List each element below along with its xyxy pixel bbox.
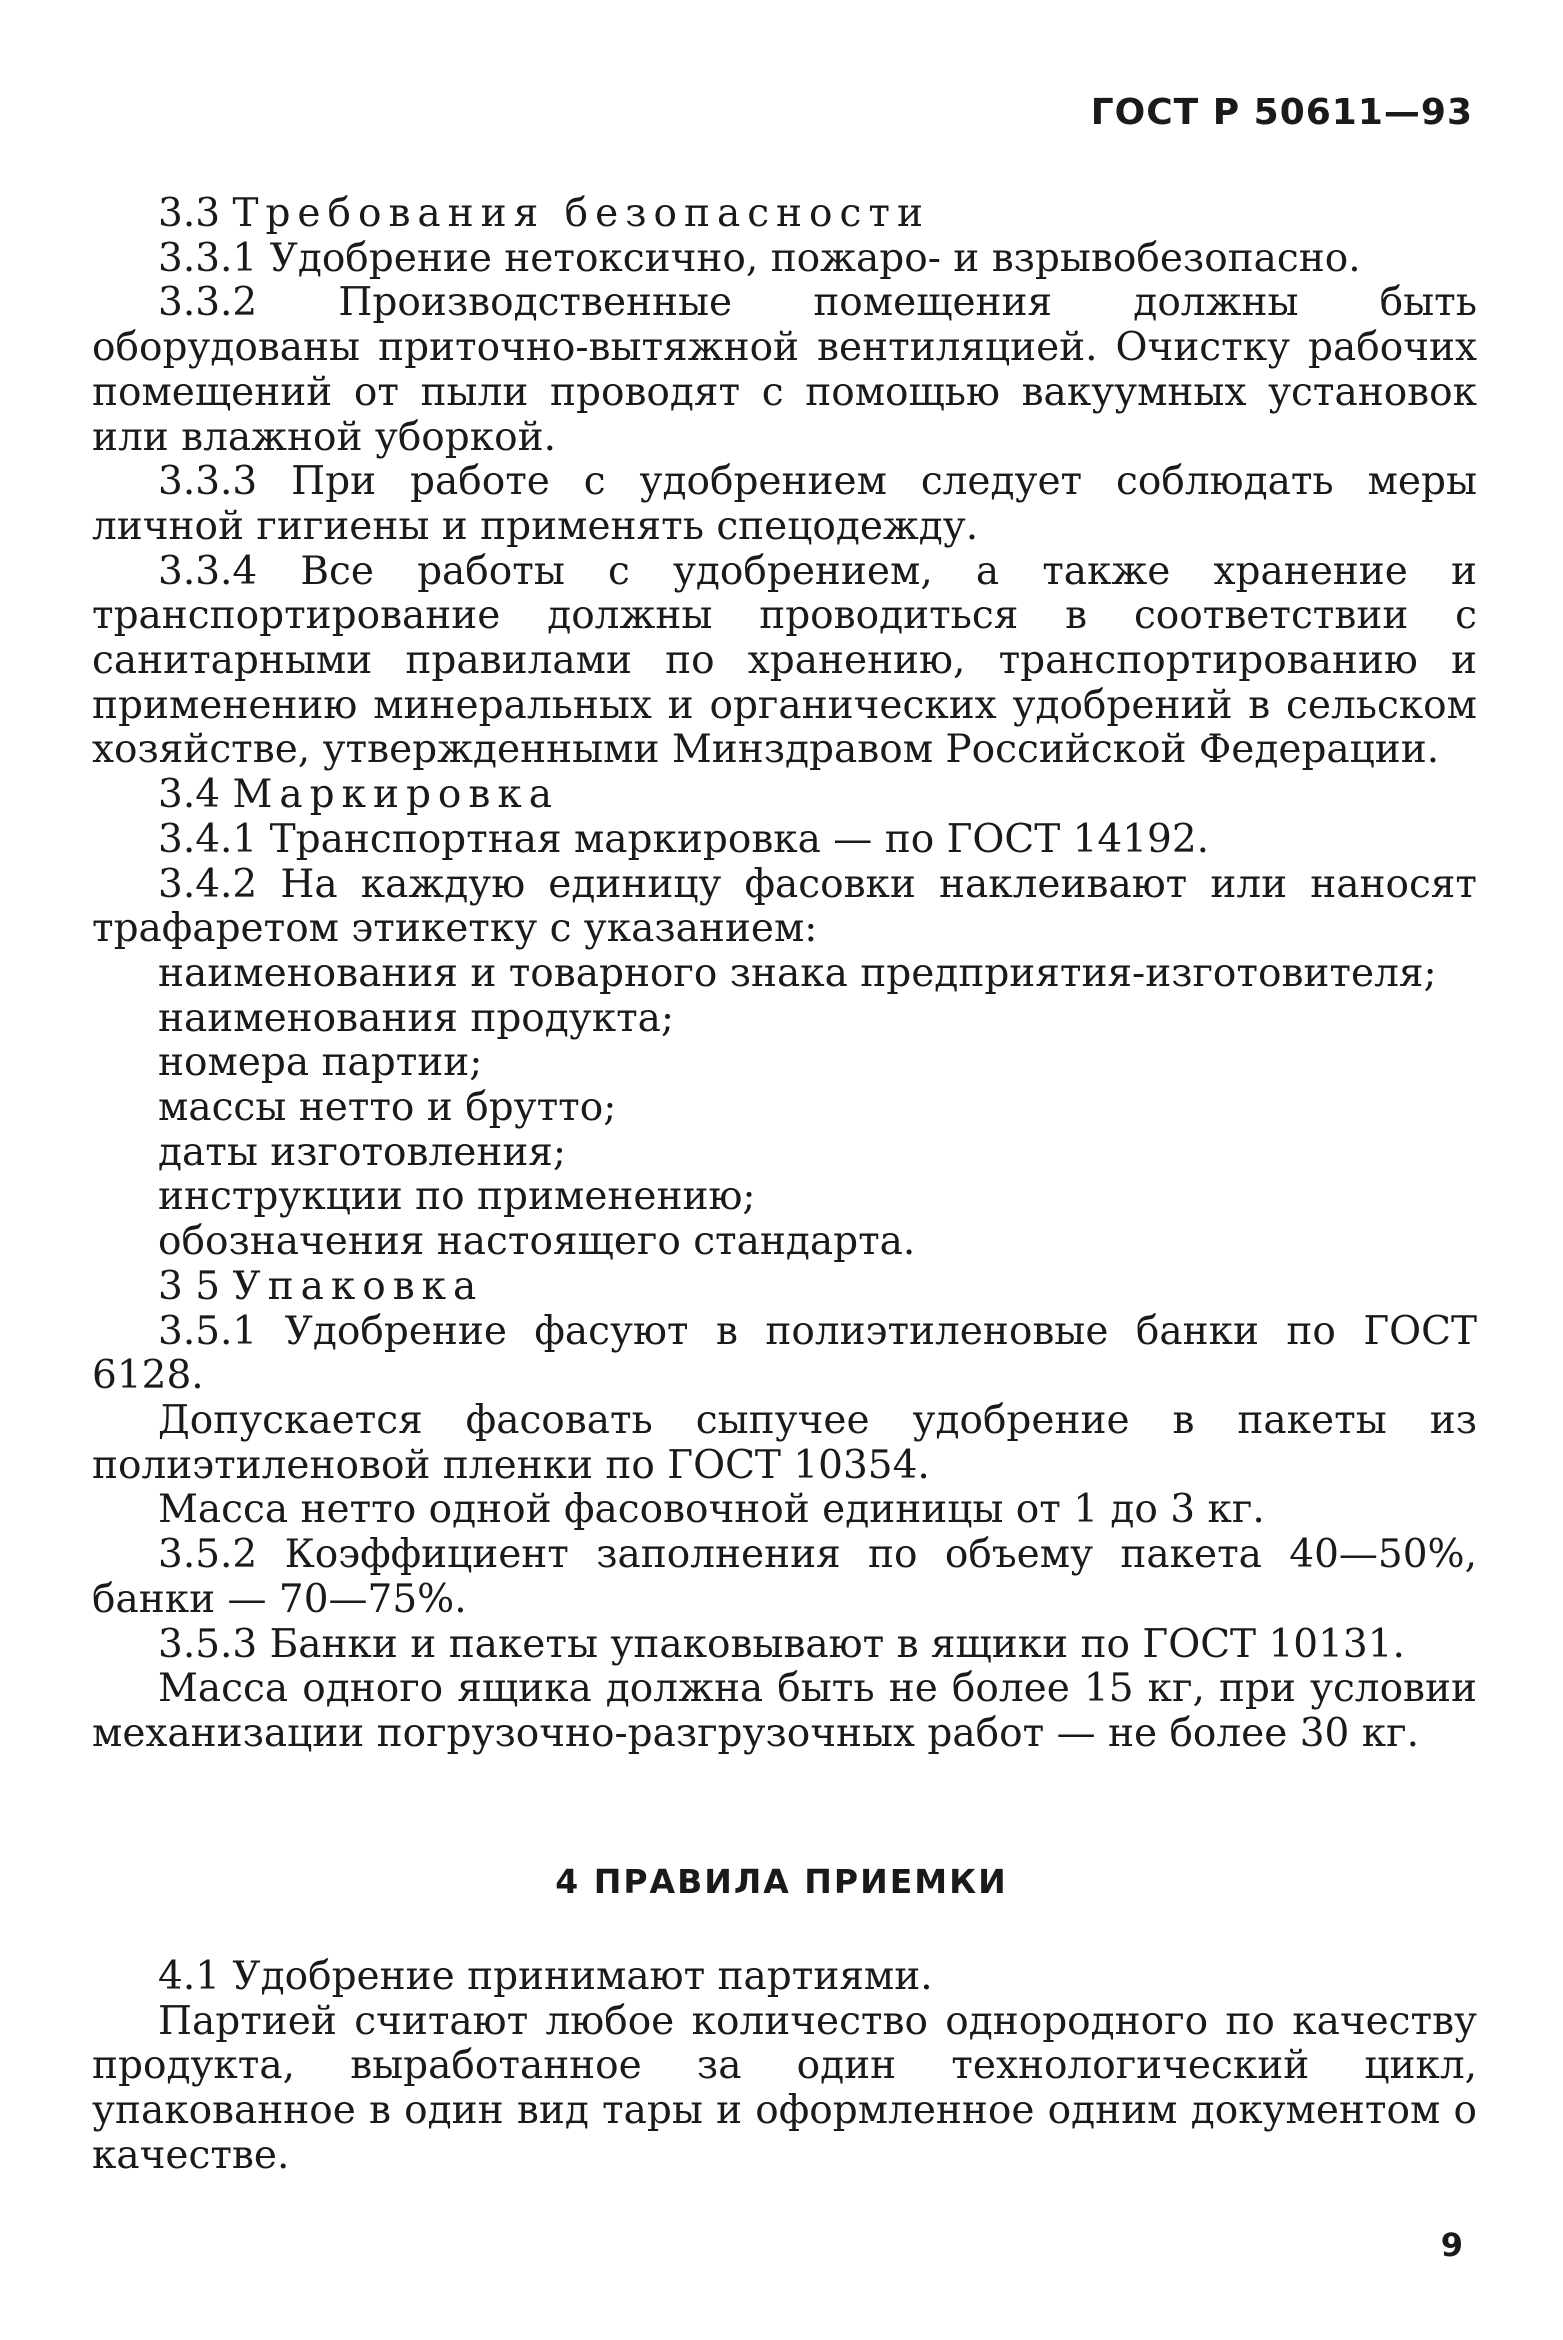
label-list-item: наименования продукта; <box>158 995 675 1041</box>
section-4-body <box>92 1955 1477 2179</box>
clause-3-4-2: 3.4.2 На каждую единицу фасовки наклеивают или наносят трафаретом этикетку с указанием: <box>92 861 1477 952</box>
label-list-item: обозначения настоящего стандарта. <box>158 1219 916 1265</box>
clause-4-1: 4.1 Удобрение принимают партиями. <box>158 1954 933 1999</box>
clause-3-4-1: 3.4.1 Транспортная маркировка — по ГОСТ 14192. <box>158 816 1210 862</box>
subsection-3-5-heading <box>92 1265 1477 1310</box>
clause-3-3-2: 3.3.2 Производственные помещения должны быть оборудованы приточно-вытяжной вентиляцией. Очистку рабочих помещений от пыли проводят с помощью вакуумных установок или влажной уборкой. <box>92 280 1477 460</box>
section-3-body <box>92 192 1477 1757</box>
subsection-number: 3.3 <box>158 191 221 236</box>
subsection-number: 3.4 <box>158 772 221 818</box>
clause-3-3-1: 3.3.1 Удобрение нетоксично, пожаро- и взрывобезопасно. <box>158 235 1361 281</box>
subsection-title: Маркировка <box>232 772 559 818</box>
clause-3-5-1-note: Допускается фасовать сыпучее удобрение в пакеты из полиэтиленовой пленки по ГОСТ 10354. <box>92 1397 1477 1488</box>
standard-header: ГОСТ Р 50611—93 <box>1090 92 1473 133</box>
clause-3-3-3: 3.3.3 При работе с удобрением следует соблюдать меры личной гигиены и применять спецодежду. <box>92 459 1477 549</box>
label-list-item: номера партии; <box>158 1040 483 1086</box>
clause-4-1-definition: Партией считают любое количество однородного по качеству продукта, выработанное за один технологический цикл, упакованное в один вид тары и оформленное одним документом о качестве. <box>92 1998 1477 2178</box>
label-list-item: даты изготовления; <box>158 1129 567 1175</box>
label-list-item: наименования и товарного знака предприятия-изготовителя; <box>158 950 1437 996</box>
label-list-item: инструкции по применению; <box>158 1174 756 1220</box>
page-number: 9 <box>1440 2226 1463 2264</box>
subsection-number: 3 5 <box>158 1263 221 1309</box>
section-4-title: 4 ПРАВИЛА ПРИЕМКИ <box>555 1862 1008 1901</box>
clause-3-5-3-mass: Масса одного ящика должна быть не более 15 кг, при условии механизации погрузочно-разгрузочных работ — не более 30 кг. <box>92 1666 1477 1756</box>
clause-3-5-1: 3.5.1 Удобрение фасуют в полиэтиленовые банки по ГОСТ 6128. <box>92 1308 1477 1399</box>
clause-3-5-1-mass: Масса нетто одной фасовочной единицы от 1 до 3 кг. <box>158 1487 1265 1533</box>
label-list-item: массы нетто и брутто; <box>158 1085 617 1131</box>
clause-3-5-2: 3.5.2 Коэффициент заполнения по объему пакета 40—50%, банки — 70—75%. <box>92 1532 1477 1622</box>
subsection-title: Требования безопасности <box>232 191 930 236</box>
clause-3-3-4: 3.3.4 Все работы с удобрением, а также хранение и транспортирование должны проводиться в соответствии с санитарными правилами по хранению, транспортированию и применению минеральных и органических удобрений в сельском хозяйстве, утвержденными Минздравом Российской Федерации. <box>92 548 1477 773</box>
subsection-3-3-heading <box>92 192 1477 237</box>
clause-3-5-3: 3.5.3 Банки и пакеты упаковывают в ящики по ГОСТ 10131. <box>158 1621 1405 1667</box>
subsection-title: Упаковка <box>232 1263 484 1309</box>
subsection-3-4-heading <box>92 773 1477 818</box>
